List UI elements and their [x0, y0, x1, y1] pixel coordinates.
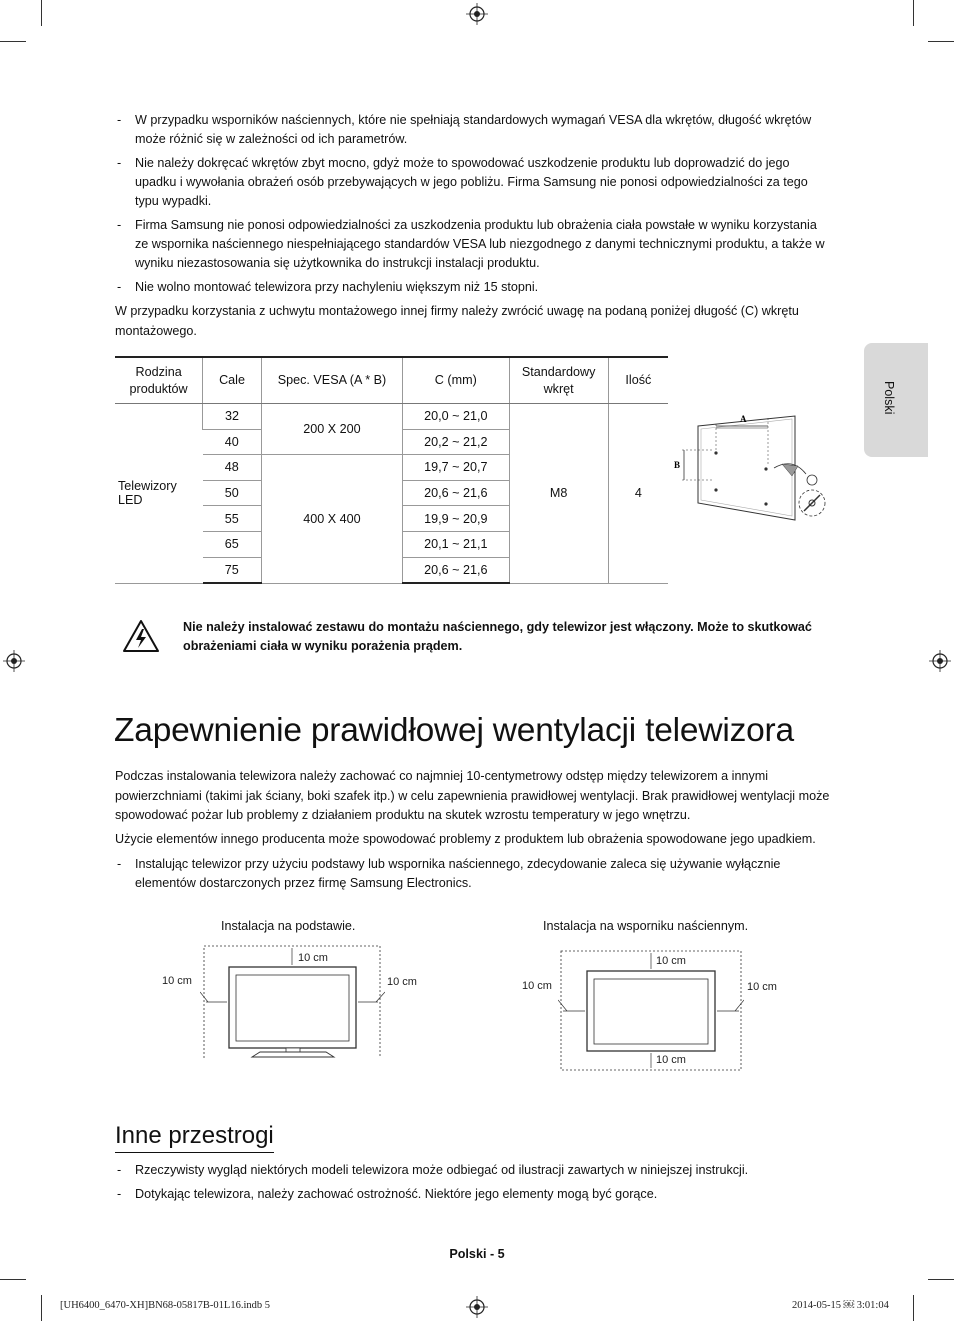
crop-mark [41, 0, 42, 26]
table-cell-c: 19,9 ~ 20,9 [403, 506, 509, 532]
list-item [117, 111, 832, 149]
stand-caption: Instalacja na podstawie. [221, 919, 356, 933]
list-dash: - [117, 857, 122, 871]
list-dash: - [117, 156, 122, 170]
list-dash: - [117, 218, 122, 232]
footer-timestamp: 2014-05-15 ￼ 3:01:04 [792, 1300, 889, 1311]
table-cell-inch: 55 [203, 506, 262, 532]
crop-mark [913, 1295, 914, 1321]
side-tab-label: Polski [882, 381, 896, 415]
electric-shock-warning-icon [122, 619, 160, 653]
clearance-label: 10 cm [656, 955, 686, 967]
table-header: C (mm) [403, 357, 509, 404]
table-header: Rodzina produktów [115, 357, 203, 404]
table-header: Ilość [608, 357, 668, 404]
stand-installation-diagram [200, 942, 385, 1060]
list-item-text: Dotykając telewizora, należy zachować ostrożność. Niektóre jego elementy mogą być gorące. [135, 1187, 658, 1201]
list-item [117, 216, 832, 273]
table-cell-c: 19,7 ~ 20,7 [403, 455, 509, 481]
crop-mark [0, 41, 26, 42]
list-item [117, 855, 832, 893]
table-cell-family: Telewizory LED [115, 404, 203, 584]
registration-mark-icon [466, 1296, 488, 1318]
table-cell-inch: 65 [203, 531, 262, 557]
table-cell-vesa: 400 X 400 [261, 455, 402, 583]
clearance-label: 10 cm [387, 976, 417, 988]
list-item [117, 154, 832, 211]
table-header: Standardowy wkręt [509, 357, 608, 404]
list-item-text: Rzeczywisty wygląd niektórych modeli telewizora może odbiegać od ilustracji zawartych w niniejszej instrukcji. [135, 1163, 749, 1177]
list-dash: - [117, 280, 122, 294]
table-cell-c: 20,6 ~ 21,6 [403, 480, 509, 506]
page-number: Polski - 5 [449, 1247, 505, 1261]
language-side-tab [864, 343, 928, 457]
registration-mark-icon [3, 650, 25, 672]
list-item-text: Nie wolno montować telewizora przy nachyleniu większym niż 15 stopni. [135, 280, 539, 294]
table-cell-vesa: 200 X 200 [261, 404, 402, 455]
list-item-text: W przypadku wsporników naściennych, które nie spełniają standardowych wymagań VESA dla wkrętów, długość wkrętów może różnić się w zależności od ich parametrów. [135, 113, 812, 146]
clearance-label: 10 cm [522, 980, 552, 992]
table-cell-c: 20,2 ~ 21,2 [403, 429, 509, 455]
warning-text: Nie należy instalować zestawu do montażu naściennego, gdy telewizor jest włączony. Może to skutkować obrażeniami ciała w wyniku porażenia prądem. [183, 620, 812, 653]
crop-mark [913, 0, 914, 26]
crop-mark [928, 41, 954, 42]
table-cell-inch: 75 [203, 557, 262, 583]
table-header: Cale [203, 357, 262, 404]
clearance-label: 10 cm [656, 1054, 686, 1066]
crop-mark [0, 1279, 26, 1280]
section-subtitle: Inne przestrogi [115, 1121, 274, 1153]
table-cell-c: 20,0 ~ 21,0 [403, 404, 509, 430]
list-item [117, 278, 832, 297]
intro-paragraph: W przypadku korzystania z uchwytu montażowego innej firmy należy zwrócić uwagę na podaną poniżej długość (C) wkrętu montażowego. [115, 304, 799, 338]
table-cell-qty: 4 [608, 404, 668, 584]
table-cell-inch: 50 [203, 480, 262, 506]
clearance-label: 10 cm [747, 981, 777, 993]
table-cell-inch: 48 [203, 455, 262, 481]
list-item-text: Nie należy dokręcać wkrętów zbyt mocno, gdyż może to spowodować uszkodzenie produktu lub doprowadzić do jego upadku i wywołania obrażeń osób przebywających w jego pobliżu. Firma Samsung nie ponosi odpowiedzialności za tego typu wypadki. [135, 156, 808, 208]
registration-mark-icon [929, 650, 951, 672]
vesa-spec-table [115, 356, 668, 584]
crop-mark [928, 1279, 954, 1280]
ventilation-paragraph: Podczas instalowania telewizora należy zachować co najmniej 10-centymetrowy odstęp między telewizorem a innymi powierzchniami (takimi jak ściany, boki szafek itp.) w celu zapewnienia prawidłowej wentylacji. Brak prawidłowej wentylacji może spowodować pożar lub problemy z działaniem produktu na skutek wzrostu temperatury w jego wnętrzu. [115, 769, 830, 822]
table-cell-c: 20,6 ~ 21,6 [403, 557, 509, 583]
table-cell-inch: 32 [203, 404, 262, 430]
wall-installation-diagram [558, 948, 744, 1074]
wall-caption: Instalacja na wsporniku naściennym. [543, 919, 749, 933]
list-item [117, 1185, 832, 1204]
table-cell-c: 20,1 ~ 21,1 [403, 531, 509, 557]
footer-file-name: [UH6400_6470-XH]BN68-05817B-01L16.indb 5 [60, 1300, 270, 1311]
table-cell-inch: 40 [203, 429, 262, 455]
list-dash: - [117, 1163, 122, 1177]
dimension-a-label: A [740, 414, 747, 424]
wall-mount-diagram [670, 408, 840, 533]
dimension-b-label: B [674, 460, 681, 470]
section-title: Zapewnienie prawidłowej wentylacji telewizora [114, 712, 794, 749]
list-dash: - [117, 1187, 122, 1201]
table-row [115, 404, 668, 430]
crop-mark [41, 1295, 42, 1321]
clearance-label: 10 cm [162, 975, 192, 987]
table-header: Spec. VESA (A * B) [261, 357, 402, 404]
list-item-text: Firma Samsung nie ponosi odpowiedzialności za uszkodzenia produktu lub obrażenia ciała powstałe w wyniku korzystania ze wspornika naściennego niespełniającego standardów VESA lub niezgodnego z danymi technicznymi produktu, a także w wyniku niezastosowania się użytkownika do instrukcji instalacji produktu. [135, 218, 825, 270]
ventilation-paragraph: Użycie elementów innego producenta może spowodować problemy z produktem lub obrażenia spowodowane jego upadkiem. [115, 832, 816, 846]
list-item [117, 1161, 832, 1180]
list-dash: - [117, 113, 122, 127]
list-item-text: Instalując telewizor przy użyciu podstawy lub wspornika naściennego, zdecydowanie zaleca się używanie wyłącznie elementów dostarczonych przez firmę Samsung Electronics. [135, 857, 781, 890]
clearance-label: 10 cm [298, 952, 328, 964]
registration-mark-icon [466, 3, 488, 25]
table-cell-screw: M8 [509, 404, 608, 584]
